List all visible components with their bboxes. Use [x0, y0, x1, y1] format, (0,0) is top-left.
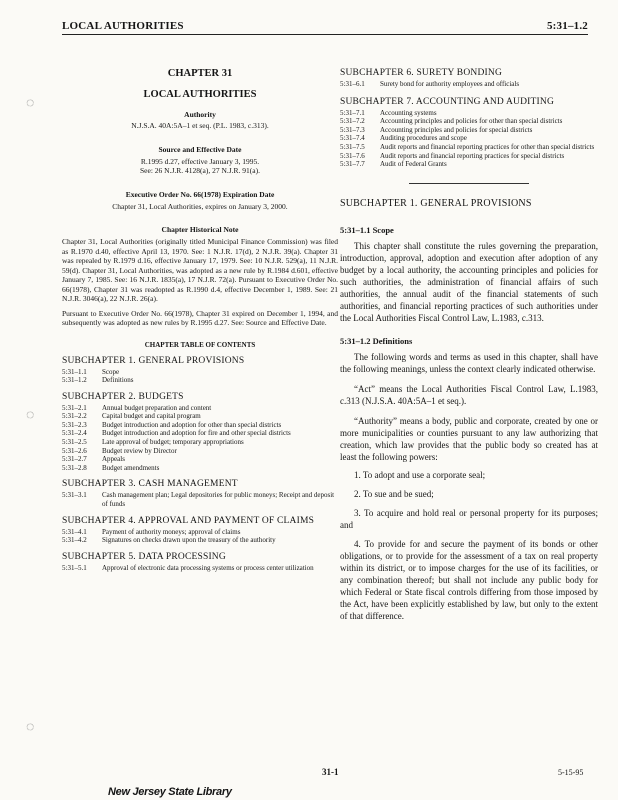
- toc-entry-number: 5:31–1.1: [62, 367, 87, 376]
- historical-note-heading: Chapter Historical Note: [161, 225, 239, 234]
- toc-entry: [62, 412, 338, 421]
- toc-subchapter-heading: SUBCHAPTER 2. BUDGETS: [62, 391, 184, 402]
- toc-entry-title: Budget amendments: [102, 463, 160, 472]
- chapter-title: LOCAL AUTHORITIES: [143, 89, 257, 100]
- toc-entry: [62, 564, 338, 573]
- toc-subchapter-heading: SUBCHAPTER 7. ACCOUNTING AND AUDITING: [340, 96, 555, 107]
- toc-entry-number: 5:31–4.1: [62, 527, 87, 536]
- toc-entry: [62, 404, 338, 413]
- toc-entry: [62, 429, 338, 438]
- toc-entry: [62, 455, 338, 464]
- toc-entry-number: 5:31–2.1: [62, 403, 87, 412]
- toc-entry: [62, 421, 338, 430]
- toc-entry: [62, 368, 338, 377]
- toc-heading: CHAPTER TABLE OF CONTENTS: [144, 340, 256, 349]
- toc-entry: [62, 464, 338, 473]
- toc-entry-number: 5:31–7.1: [340, 108, 365, 117]
- list-item: 1. To adopt and use a corporate seal;: [354, 469, 486, 480]
- powers-list: [340, 469, 598, 622]
- toc-entry-title: Audit reports and financial reporting practices for other than special districts: [380, 142, 595, 151]
- library-stamp: New Jersey State Library: [108, 786, 232, 798]
- toc-entry-number: 5:31–2.8: [62, 463, 87, 472]
- toc-entry-title: Audit reports and financial reporting practices for special districts: [380, 151, 565, 160]
- toc-entry-number: 5:31–7.5: [340, 142, 365, 151]
- toc-entry-title: Approval of electronic data processing systems or process center utilization: [102, 563, 314, 572]
- toc-subchapter: [62, 516, 338, 545]
- toc-right-list: [340, 68, 598, 169]
- toc-entries: [62, 564, 338, 573]
- toc-entry-number: 5:31–2.3: [62, 420, 87, 429]
- toc-entry-title: Annual budget preparation and content: [102, 403, 212, 412]
- toc-entry-number: 5:31–2.2: [62, 412, 87, 421]
- header-section-number: 5:31–1.2: [546, 20, 588, 32]
- definitions-intro-paragraph: The following words and terms as used in this chapter, shall have the following meanings, unless the context clearly indicated otherwise.: [340, 351, 598, 374]
- toc-entry-title: Auditing procedures and scope: [380, 134, 467, 143]
- toc-entry: [340, 143, 598, 152]
- toc-entry-title: Accounting principles and policies for other than special districts: [380, 117, 563, 126]
- toc-entries: [62, 528, 338, 545]
- toc-entry-title: Surety bond for authority employees and officials: [380, 80, 520, 88]
- section-heading-definitions: 5:31–1.2 Definitions: [340, 335, 413, 346]
- toc-entry-number: 5:31–2.4: [62, 429, 87, 438]
- toc-entry-title: Capital budget and capital program: [102, 412, 201, 421]
- source-text-2: See: 26 N.J.R. 4128(a), 27 N.J.R. 91(a).: [140, 166, 260, 175]
- toc-entry-number: 5:31–2.7: [62, 455, 87, 464]
- toc-entry: [62, 438, 338, 447]
- section-divider: [409, 183, 529, 184]
- chapter-number: CHAPTER 31: [167, 68, 233, 79]
- toc-entry-title: Late approval of budget; temporary appropriations: [102, 438, 244, 447]
- source-text-1: R.1995 d.27, effective January 3, 1995.: [140, 156, 260, 166]
- toc-entry: [340, 126, 598, 135]
- toc-entries: [340, 80, 598, 89]
- toc-entry-title: Accounting systems: [380, 108, 437, 117]
- toc-entry: [340, 160, 598, 169]
- toc-entry-title: Budget review by Director: [102, 446, 177, 455]
- toc-entry: [62, 376, 338, 385]
- toc-entry-title: Definitions: [102, 376, 134, 385]
- toc-entry-title: Accounting principles and policies for special districts: [380, 125, 533, 134]
- toc-entry-number: 5:31–3.1: [62, 491, 87, 500]
- toc-subchapter: [62, 479, 338, 508]
- toc-entry-number: 5:31–7.6: [340, 151, 365, 160]
- toc-entry-number: 5:31–4.2: [62, 536, 87, 545]
- toc-entries: [340, 109, 598, 169]
- toc-subchapter: [62, 392, 338, 473]
- subchapter-heading: SUBCHAPTER 1. GENERAL PROVISIONS: [340, 197, 532, 209]
- toc-entry-title: Cash management plan; Legal depositories for public moneys; Receipt and deposit of funds: [102, 491, 335, 509]
- toc-subchapter-heading: SUBCHAPTER 3. CASH MANAGEMENT: [62, 479, 238, 490]
- authority-heading: Authority: [184, 110, 216, 119]
- toc-entry: [62, 528, 338, 537]
- toc-subchapter: [340, 68, 598, 89]
- binder-hole-icon: ◌: [26, 720, 35, 735]
- toc-entry-number: 5:31–7.2: [340, 117, 365, 126]
- binder-hole-icon: ◌: [26, 408, 35, 423]
- list-item: 3. To acquire and hold real or personal property for its purposes; and: [340, 507, 598, 530]
- toc-entry: [340, 80, 598, 89]
- executive-order-heading: Executive Order No. 66(1978) Expiration Date: [125, 189, 275, 199]
- toc-subchapter-heading: SUBCHAPTER 5. DATA PROCESSING: [62, 551, 226, 562]
- toc-subchapter: [340, 97, 598, 169]
- toc-entry: [340, 109, 598, 118]
- toc-subchapter: [62, 356, 338, 385]
- toc-entry: [62, 491, 338, 508]
- toc-entry-number: 5:31–7.4: [340, 134, 365, 143]
- list-item: 4. To provide for and secure the payment of its bonds or other obligations, or to provide for the assessment of a tax on real property within its district, or to impose charges for the use of its facilities, or any combination thereof; but shall not include any public body for which Federal or State fiscal controls differing from those imposed by the Act, have been explicitly established by law, but only to the extent of that difference.: [340, 538, 598, 621]
- toc-left-list: [62, 356, 338, 573]
- toc-entry-number: 5:31–1.2: [62, 376, 87, 385]
- toc-entry-title: Audit of Federal Grants: [380, 160, 447, 169]
- page-number: 31-1: [322, 767, 339, 777]
- footer-date: 5-15-95: [558, 768, 584, 777]
- header-title: LOCAL AUTHORITIES: [62, 20, 184, 32]
- toc-entry: [340, 117, 598, 126]
- toc-entry-number: 5:31–2.6: [62, 446, 87, 455]
- toc-subchapter-heading: SUBCHAPTER 6. SURETY BONDING: [340, 68, 503, 78]
- historical-note-paragraph: Chapter 31, Local Authorities (originally titled Municipal Finance Commission) was filed as R.1970 d.40, effective April 13, 1970. See: 1 N.J.R. 17(d), 2 N.J.R. 39(a). Chapter 31 was repealed by R.1979 d.16, effective January 17, 1979. See: 10 N.J.R. 529(a), 11 N.J.R. 59(d). Chapter 31, Local Authorities, was adopted as a new rule by R.1984 d.601, effective January 7, 1985. See: 16 N.J.R. 1835(a), 17 N.J.R. 72(a). Pursuant to Executive Order No. 66(1978), Chapter 31 was readopted as R.1990 d.4, effective December 1, 1989. See: 21 N.J.R. 3046(a), 22 N.J.R. 26(a).: [62, 237, 338, 303]
- toc-entry-number: 5:31–7.7: [340, 160, 365, 169]
- toc-entry-title: Appeals: [102, 455, 125, 464]
- source-heading: Source and Effective Date: [158, 144, 242, 154]
- toc-entry-number: 5:31–2.5: [62, 438, 87, 447]
- section-heading-scope: 5:31–1.1 Scope: [340, 224, 394, 235]
- toc-entry: [62, 536, 338, 545]
- definition-act: “Act” means the Local Authorities Fiscal Control Law, L.1983, c.313 (N.J.S.A. 40A:5A–1 et seq.).: [340, 383, 598, 406]
- list-item: 2. To sue and be sued;: [354, 488, 434, 499]
- toc-entries: [62, 368, 338, 385]
- toc-subchapter-heading: SUBCHAPTER 1. GENERAL PROVISIONS: [62, 355, 245, 366]
- toc-entry: [340, 152, 598, 161]
- executive-order-text: Chapter 31, Local Authorities, expires on January 3, 2000.: [112, 201, 288, 211]
- scope-paragraph: This chapter shall constitute the rules governing the preparation, introduction, approval, adoption and execution after adoption of any budget by a local authority, the accounting principles and policies for such authorities, the administration of financial affairs of such authorities, the annual audit of the financial statements of such authorities, and financial reporting practices of such authorities under the Local Authorities Fiscal Control Law, L.1983, c.313.: [340, 240, 598, 323]
- toc-entry-title: Scope: [102, 367, 120, 376]
- toc-entry-number: 5:31–5.1: [62, 563, 87, 572]
- historical-note-paragraph: Pursuant to Executive Order No. 66(1978), Chapter 31 expired on December 1, 1994, and subsequently was adopted as new rules by R.1995 d.27. See: Source and Effective Date.: [62, 308, 338, 327]
- toc-entry-title: Budget introduction and adoption for fire and other special districts: [102, 429, 291, 438]
- toc-entries: [62, 491, 338, 508]
- toc-entry-number: 5:31–6.1: [340, 80, 365, 88]
- toc-subchapter-heading: SUBCHAPTER 4. APPROVAL AND PAYMENT OF CLAIMS: [62, 515, 315, 526]
- authority-text: N.J.S.A. 40A:5A–1 et seq. (P.L. 1983, c.313).: [131, 121, 269, 130]
- left-column: [62, 68, 338, 572]
- right-column: [340, 68, 598, 622]
- toc-entry: [62, 447, 338, 456]
- toc-entry-title: Signatures on checks drawn upon the treasury of the authority: [102, 536, 276, 545]
- toc-entry-title: Budget introduction and adoption for other than special districts: [102, 420, 282, 429]
- binder-hole-icon: ◌: [26, 96, 35, 111]
- running-header: [62, 20, 588, 35]
- toc-subchapter: [62, 552, 338, 573]
- toc-entries: [62, 404, 338, 473]
- toc-entry-number: 5:31–7.3: [340, 125, 365, 134]
- toc-entry-title: Payment of authority moneys; approval of claims: [102, 527, 241, 536]
- toc-entry: [340, 134, 598, 143]
- definition-authority: “Authority” means a body, public and corporate, created by one or more municipalities or counties pursuant to any law authorizing that creation, which law provides that the public body so created has at least the following powers:: [340, 415, 598, 462]
